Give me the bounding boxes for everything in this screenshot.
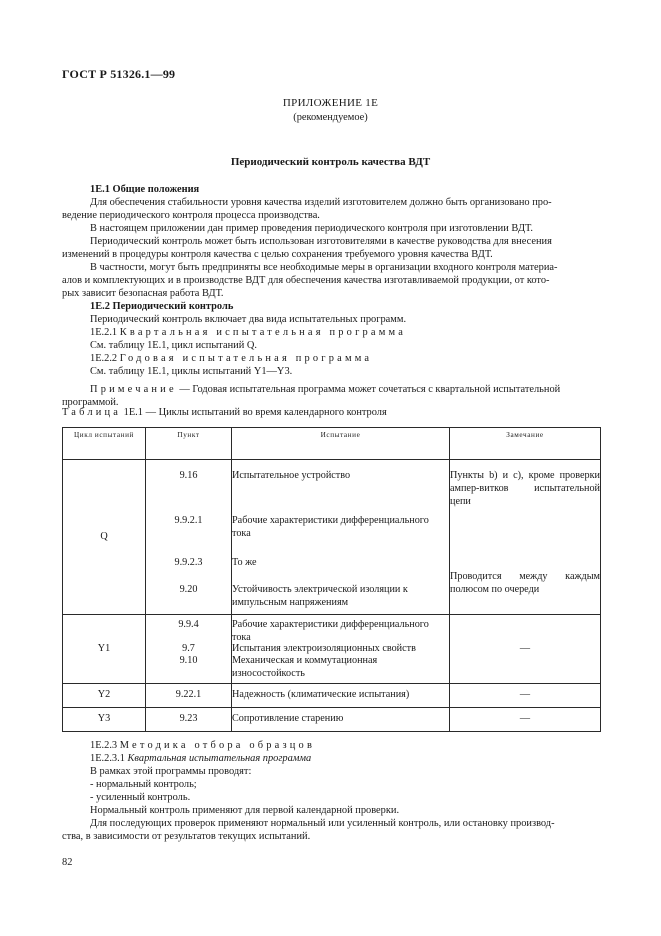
remark-y2: — [450, 684, 601, 708]
paragraph-10b: ства, в зависимости от результатов текущих испытаний. [62, 831, 311, 842]
point-9-20: 9.20 [179, 584, 198, 595]
table-row-q [63, 460, 601, 615]
cycle-code-y1: Y1 [63, 615, 146, 684]
paragraph-1a: Для обеспечения стабильности уровня качества изделий изготовителем должно быть организовано про- [90, 197, 552, 208]
remark-9-16: Пункты b) и c), кроме проверки ампер-витков испытательной цепи [450, 470, 600, 507]
point-9-9-2-1: 9.9.2.1 [174, 515, 203, 526]
paragraph-2: В настоящем приложении дан пример проведения периодического контроля при изготовлении ВДТ. [90, 223, 533, 234]
paragraph-6: См. таблицу 1Е.1, цикл испытаний Q. [90, 340, 257, 351]
subsection-221 [62, 326, 599, 339]
paragraph-4b: алов и комплектующих и в производстве ВДТ для обеспечения качества изготавливаемой продукции, от кото- [62, 275, 550, 286]
section-title: Периодический контроль качества ВДТ [230, 156, 431, 168]
header-test: Испытание [232, 428, 450, 460]
subsection-2231 [62, 752, 599, 765]
annex-subtitle: (рекомендуемое) [293, 112, 368, 123]
point-9-9-4: 9.9.4 [178, 619, 199, 630]
subsection-222-title: Годовая испытательная программа [119, 353, 373, 364]
note-text: — Годовая испытательная программа может сочетаться с квартальной испытательной [176, 384, 561, 395]
paragraph-4c: рых зависит безопасная работа ВДТ. [62, 288, 224, 299]
paragraph-9: Нормальный контроль применяют для первой календарной проверки. [90, 805, 400, 816]
test-9-9-4: Рабочие характеристики дифференциального тока [232, 619, 429, 643]
test-9-9-2-3: То же [232, 557, 257, 568]
subsection-223-title: Методика отбора образцов [119, 740, 316, 751]
document-header: ГОСТ Р 51326.1—99 [62, 67, 176, 81]
remark-y3: — [450, 708, 601, 732]
list-item-strict: - усиленный контроль. [90, 792, 191, 803]
point-9-7: 9.7 [182, 643, 195, 654]
header-point: Пункт [146, 428, 232, 460]
test-cycles-table [62, 427, 601, 732]
cycle-code-y2: Y2 [63, 684, 146, 708]
subsection-222 [62, 352, 599, 365]
heading-periodic: 1Е.2 Периодический контроль [90, 301, 234, 312]
subsection-2231-number: 1Е.2.3.1 [90, 753, 125, 764]
paragraph-1b: ведение периодического контроля процесса производства. [62, 210, 320, 221]
test-9-16: Испытательное устройство [232, 470, 351, 481]
sampling-section [62, 739, 599, 843]
point-9-22-1: 9.22.1 [146, 684, 232, 708]
list-item-normal: - нормальный контроль; [90, 779, 197, 790]
point-9-23: 9.23 [146, 708, 232, 732]
paragraph-3b: изменений в процедуры контроля качества с целью сохранения требуемого уровня качества ВДТ. [62, 249, 493, 260]
paragraph-8: В рамках этой программы проводят: [90, 766, 252, 777]
paragraph-10a: Для последующих проверок применяют нормальный или усиленный контроль, или остановку производ- [90, 818, 555, 829]
page-number: 82 [62, 857, 73, 868]
table-caption-text: 1Е.1 — Циклы испытаний во время календарного контроля [121, 407, 387, 418]
paragraph-4a: В частности, могут быть предприняты все необходимые меры в организации входного контроля материа- [90, 262, 558, 273]
test-9-23: Сопротивление старению [232, 708, 450, 732]
note [62, 383, 599, 396]
subsection-221-title: Квартальная испытательная программа [119, 327, 407, 338]
header-cycle: Цикл испытаний [63, 428, 146, 460]
table-caption-label: Таблица [62, 407, 122, 418]
table-header-row [63, 428, 601, 460]
table-row-y3 [63, 708, 601, 732]
note-text-2: программой. [62, 397, 119, 408]
subsection-2231-title: Квартальная испытательная программа [127, 753, 312, 764]
remark-y1: — [450, 615, 601, 684]
annex-title: ПРИЛОЖЕНИЕ 1Е [282, 97, 379, 109]
subsection-221-number: 1Е.2.1 [90, 327, 118, 338]
test-9-22-1: Надежность (климатические испытания) [232, 684, 450, 708]
point-9-9-2-3: 9.9.2.3 [174, 557, 203, 568]
note-label: Примечание [90, 384, 177, 395]
body-text [62, 183, 599, 409]
paragraph-3a: Периодический контроль может быть использован изготовителями в качестве руководства для внесения [90, 236, 552, 247]
table-row-y1 [63, 615, 601, 684]
subsection-223 [62, 739, 599, 752]
point-9-10: 9.10 [179, 655, 198, 666]
test-9-10: Механическая и коммутационная износостойкость [232, 655, 378, 679]
point-9-16: 9.16 [179, 470, 198, 481]
header-remark: Замечание [450, 428, 601, 460]
table-caption [62, 406, 387, 419]
subsection-223-number: 1Е.2.3 [90, 740, 118, 751]
remark-9-20: Проводится между каждым полюсом по очереди [450, 571, 600, 595]
cycle-code-q: Q [63, 460, 146, 615]
test-9-20: Устойчивость электрической изоляции к импульсным напряжениям [232, 584, 408, 608]
heading-general: 1Е.1 Общие положения [90, 184, 200, 195]
test-9-9-2-1: Рабочие характеристики дифференциального тока [232, 515, 429, 539]
paragraph-7: См. таблицу 1Е.1, циклы испытаний Y1—Y3. [90, 366, 293, 377]
test-9-7: Испытания электроизоляционных свойств [232, 643, 416, 654]
subsection-222-number: 1Е.2.2 [90, 353, 118, 364]
cycle-code-y3: Y3 [63, 708, 146, 732]
paragraph-5: Периодический контроль включает два вида испытательных программ. [90, 314, 407, 325]
table-row-y2 [63, 684, 601, 708]
